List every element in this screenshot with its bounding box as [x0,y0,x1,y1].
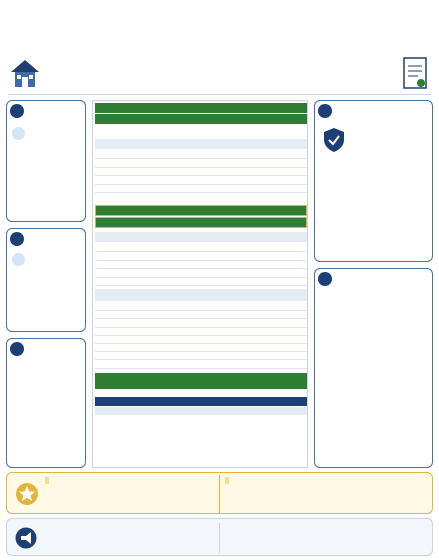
card-taxes-deductions [314,100,433,262]
summary-box [6,472,433,514]
header [0,0,439,98]
table-row [95,328,307,336]
mortgage-list [321,315,429,323]
deductions-table [95,289,307,373]
summary-en [45,477,215,485]
leave-table [95,407,307,447]
table-row [95,311,307,319]
table-row [95,269,307,277]
pay-table [95,139,307,205]
card-net-pay [6,228,86,332]
table-row [95,278,307,286]
step-badge [318,272,332,286]
table-row [95,344,307,352]
table-row [95,261,307,269]
house-icon [8,56,42,90]
step-badge [10,232,24,246]
gross-ytd-highlight-bn [227,477,229,484]
table-row [95,352,307,360]
table-row [95,168,307,176]
wallet-icon [12,253,25,266]
table-row [95,244,307,252]
table-row [95,176,307,184]
table-row [95,151,307,159]
leave-title [95,397,307,406]
totals-bar [95,373,307,389]
breakdown-list [12,363,85,365]
summary-bn [225,477,430,485]
megaphone-icon [15,527,37,549]
net-pay-ytd-bar [95,114,307,124]
note-box [6,518,433,556]
table-row [95,360,307,368]
note-divider [219,523,220,553]
tax-table [95,232,307,286]
document-icon [400,56,430,92]
shield-icon [323,127,345,153]
card-gross-pay [6,100,86,222]
step-badge [318,104,332,118]
card-pay-breakdown [6,338,86,468]
summary-divider [219,475,220,513]
table-row [95,185,307,193]
table-row [95,159,307,167]
star-icon [15,482,39,506]
table-row [95,319,307,327]
table-row [95,252,307,260]
table-header [95,407,307,415]
table-row [95,303,307,311]
card-mortgage-important [314,268,433,468]
table-row [95,336,307,344]
step-badge [10,342,24,356]
paystub [92,100,308,468]
step-badge [10,104,24,118]
header-divider [8,94,431,95]
gross-pay-current-bar [95,205,307,216]
net-pay-current-bar [95,103,307,113]
money-icon [12,127,25,140]
gross-ytd-highlight [47,477,49,484]
gross-pay-ytd-bar [95,217,307,228]
